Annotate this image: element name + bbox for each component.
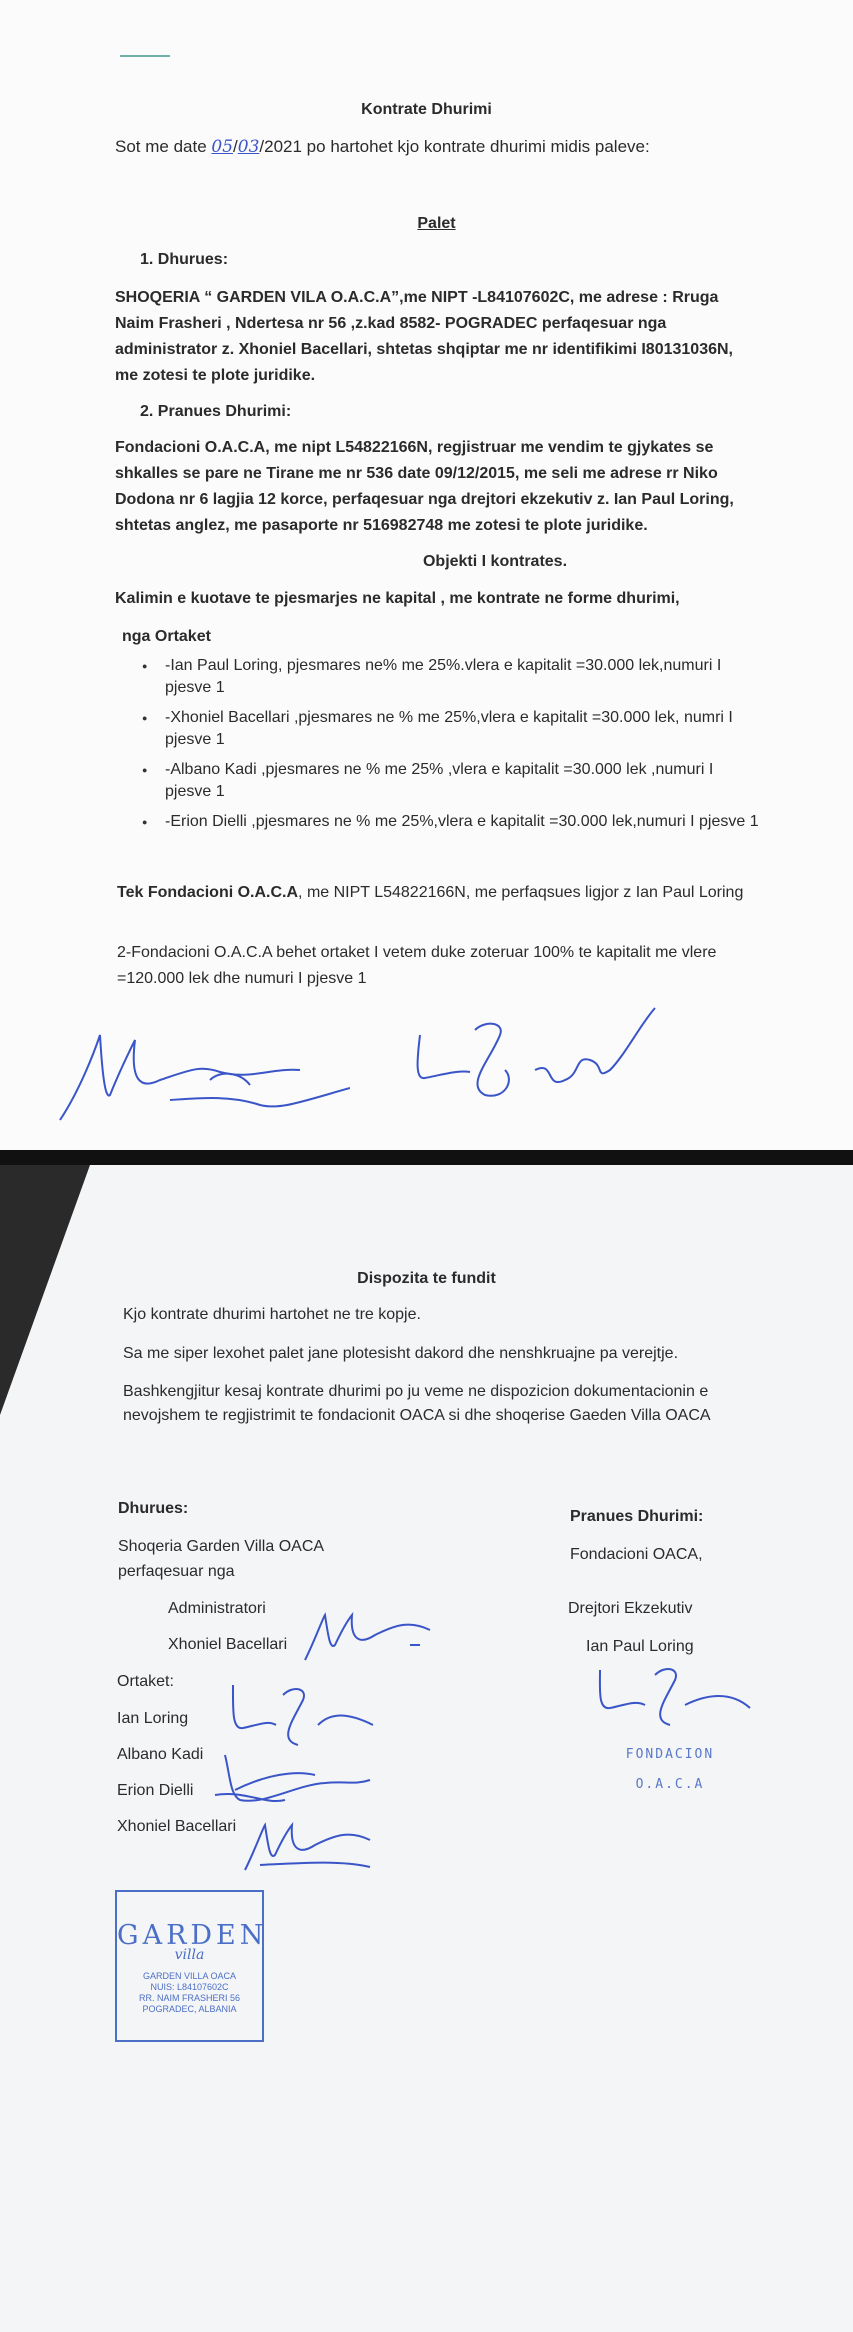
stamp-line: RR. NAIM FRASHERI 56 [138,1993,241,2003]
shareholder-item: ● -Albano Kadi ,pjesmares ne % me 25% ,vlera e kapitalit =30.000 lek ,numuri I pjesve 1 [120,759,760,803]
object-description: Kalimin e kuotave te pjesmarjes ne kapital , me kontrate ne forme dhurimi, [115,590,680,607]
contract-title: Kontrate Dhurimi [361,101,492,118]
recipient-label: Pranues Dhurimi: [570,1508,704,1525]
administrator-name: Xhoniel Bacellari [168,1636,288,1653]
shareholder-list [120,655,760,841]
owner-name: Erion Dielli [117,1782,194,1799]
signature-owner [205,1745,375,1815]
donor-description: SHOQERIA “ GARDEN VILA O.A.C.A”,me NIPT -L84107602C, me adrese : Rruga Naim Frasheri , Ndertesa nr 56 ,z.kad 8582- POGRADEC perfaqesuar nga administrator z. Xhoniel Bacellari, shtetas shqiptar me nr identifikimi I80131036N, me zotesi te plote juridike. [115,289,733,384]
final-para-2: Sa me siper lexohet palet jane plotesisht dakord dhe nenshkruajne pa verejtje. [123,1345,679,1362]
transfer-paragraph [117,880,767,906]
shareholder-item: ● -Ian Paul Loring, pjesmares ne% me 25%.vlera e kapitalit =30.000 lek,numuri I pjesve 1 [120,655,760,699]
contract-date-line: Sot me date 05/03/2021 po hartohet kjo kontrate dhurimi midis paleve: [115,137,650,157]
donor-heading: 1. Dhurues: [140,251,229,268]
signature-administrator [50,1010,350,1130]
parties-heading: Palet [417,215,456,232]
object-heading: Objekti I kontrates. [422,553,568,570]
final-para-3: Bashkengjitur kesaj kontrate dhurimi po ju veme ne dispozicion dokumentacionin e nevojshem te regjistrimit te fondacionit OACA si dhe shoqerise Gaeden Villa OACA [123,1383,711,1424]
signature-administrator [300,1605,440,1665]
signature-director [405,1000,665,1110]
stamp-line: NUIS: L84107602C [150,1982,229,1992]
administrator-label: Administratori [168,1600,266,1617]
represented-by: perfaqesuar nga [118,1563,235,1580]
foundation-stamp-line-1: FONDACION [625,1747,715,1762]
date-suffix: /2021 po hartohet kjo kontrate dhurimi midis paleve: [259,137,650,156]
recipient-description: Fondacioni O.A.C.A, me nipt L54822166N, regjistruar me vendim te gjykates se shkalles se pare ne Tirane me nr 536 date 09/12/2015, me seli me adrese rr Niko Dodona nr 6 lagjia 12 korce, perfaqesuar nga drejtori ekzekutiv z. Ian Paul Loring, shtetas anglez, me pasaporte nr 516982748 me zotesi te plote juridike. [115,439,734,534]
signature-owner [240,1815,380,1875]
final-para-1: Kjo kontrate dhurimi hartohet ne tre kopje. [123,1306,421,1323]
result-paragraph: 2-Fondacioni O.A.C.A behet ortaket I vetem duke zoteruar 100% te kapitalit me vlere =120.000 lek dhe numuri I pjesve 1 [117,944,717,987]
date-month: 03 [237,137,260,157]
stamp-sub: villa [174,1947,205,1963]
owners-label: nga Ortaket [122,628,211,645]
transfer-bold: Tek Fondacioni O.A.C.A [117,884,299,901]
stamp-brand: GARDEN [117,1920,268,1951]
shareholder-item: ● -Erion Dielli ,pjesmares ne % me 25%,vlera e kapitalit =30.000 lek,numuri I pjesve 1 [120,811,760,833]
final-provisions-heading: Dispozita te fundit [357,1270,496,1287]
stamp-line: POGRADEC, ALBANIA [142,2004,237,2014]
recipient-org: Fondacioni OACA, [570,1546,703,1563]
signature-director [590,1660,760,1730]
owner-name: Xhoniel Bacellari [117,1818,237,1835]
date-day: 05 [211,137,234,157]
recipient-heading: 2. Pranues Dhurimi: [140,403,292,420]
contract-page-2 [0,1165,853,2332]
stamp-line: GARDEN VILLA OACA [142,1971,237,1981]
signature-owner [228,1680,378,1750]
owner-name: Ian Loring [117,1710,189,1727]
shareholder-item: ● -Xhoniel Bacellari ,pjesmares ne % me 25%,vlera e kapitalit =30.000 lek, numri I pjesve 1 [120,707,760,751]
director-label: Drejtori Ekzekutiv [568,1600,693,1617]
donor-label: Dhurues: [118,1500,189,1517]
director-name: Ian Paul Loring [586,1638,694,1655]
company-stamp [115,1890,268,2042]
foundation-stamp-line-2: O.A.C.A [635,1777,705,1792]
contract-page-1 [0,0,853,1165]
owners-label-2: Ortaket: [117,1673,174,1690]
donor-company: Shoqeria Garden Villa OACA [118,1538,325,1555]
scan-mark [120,55,170,57]
date-prefix: Sot me date [115,137,207,156]
owner-name: Albano Kadi [117,1746,204,1763]
transfer-rest: , me NIPT L54822166N, me perfaqsues ligjor z Ian Paul Loring [298,884,744,901]
